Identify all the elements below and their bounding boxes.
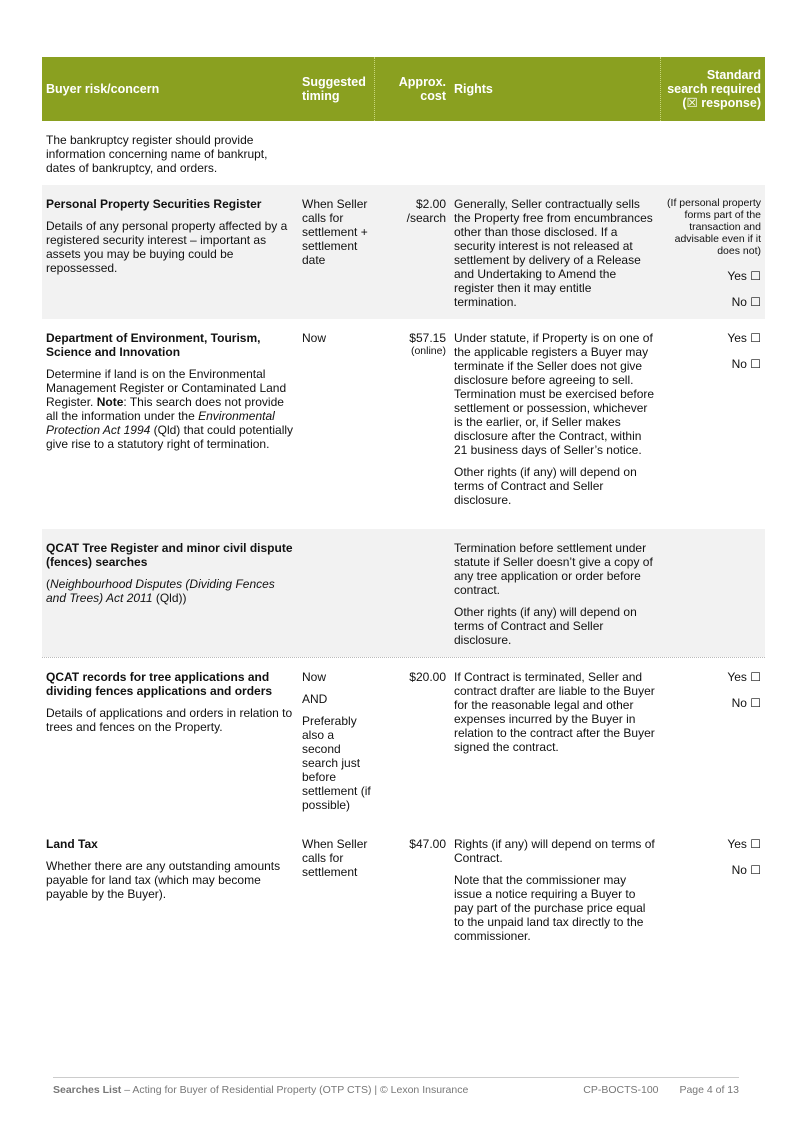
row-cost-note: (online) (410, 345, 446, 357)
row-description: (Neighbourhood Disputes (Dividing Fences and Trees) Act 2011 (Qld)) (46, 577, 275, 605)
table-row (42, 121, 765, 185)
yes-checkbox[interactable]: Yes ☐ (727, 837, 761, 851)
row-cost: $57.15 (409, 331, 446, 345)
row-rights-extra: Note that the commissioner may issue a notice requiring a Buyer to pay part of the purchase price equal to the unpaid land tax directly to the commissioner. (454, 873, 646, 943)
row-rights: Termination before settlement under statute if Seller doesn’t give a copy of any tree application or order before contract. (454, 541, 653, 597)
row-title: Department of Environment, Tourism, Science and Innovation (46, 331, 261, 359)
no-checkbox[interactable]: No ☐ (731, 357, 761, 371)
row-timing-and: AND (302, 692, 328, 706)
no-checkbox[interactable]: No ☐ (731, 295, 761, 309)
header-timing: Suggested timing (298, 57, 375, 121)
intro-text: The bankruptcy register should provide information concerning name of bankrupt, dates of bankruptcy, and orders. (46, 133, 268, 175)
row-timing-extra: Preferably also a second search just before settlement (if possible) (302, 714, 371, 812)
footer-code: CP-BOCTS-100 (583, 1084, 659, 1096)
footer-page-number: Page 4 of 13 (679, 1084, 739, 1096)
header-rights: Rights (454, 82, 493, 96)
row-rights: Rights (if any) will depend on terms of Contract. (454, 837, 655, 865)
table-header (42, 57, 765, 121)
search-note: (If personal property forms part of the transaction and advisable even if it does not) (667, 197, 761, 257)
no-checkbox[interactable]: No ☐ (731, 696, 761, 710)
row-rights-extra: Other rights (if any) will depend on terms of Contract and Seller disclosure. (454, 465, 637, 507)
yes-checkbox[interactable]: Yes ☐ (727, 670, 761, 684)
row-title: QCAT Tree Register and minor civil dispute (fences) searches (46, 541, 293, 569)
row-timing: When Seller calls for settlement + settlement date (302, 197, 368, 267)
row-cost-note: /search (406, 211, 446, 225)
row-rights: If Contract is terminated, Seller and contract drafter are liable to the Buyer for the reasonable legal and other expenses incurred by the Buyer in relation to the contract after the Buyer signed the contract. (454, 670, 655, 754)
yes-checkbox[interactable]: Yes ☐ (727, 269, 761, 283)
table-row (42, 825, 765, 955)
row-timing: When Seller calls for settlement (302, 837, 368, 879)
row-cost: $20.00 (409, 670, 446, 684)
table-row (42, 185, 765, 319)
header-risk: Buyer risk/concern (46, 82, 160, 96)
row-description: Whether there are any outstanding amounts payable for land tax (which may become payable by the Buyer). (46, 859, 281, 901)
row-title: QCAT records for tree applications and dividing fences applications and orders (46, 670, 273, 698)
row-timing: Now (302, 331, 327, 345)
table-row (42, 657, 765, 825)
row-rights: Generally, Seller contractually sells the Property free from encumbrances other than those disclosed. If a security interest is not released at settlement by delivery of a Release and Undertaking to Amend the register then it may entitle termination. (454, 197, 653, 309)
row-description: Details of applications and orders in relation to trees and fences on the Property. (46, 706, 293, 734)
footer-doc-title: Searches List – Acting for Buyer of Residential Property (OTP CTS) | © Lexon Insurance (53, 1084, 469, 1096)
table-row (42, 319, 765, 529)
table-row (42, 529, 765, 657)
header-search-required: Standard search required (☒ response) (660, 57, 765, 121)
row-description: Details of any personal property affected by a registered security interest – important as assets you may be buying could be repossessed. (46, 219, 288, 275)
row-rights-extra: Other rights (if any) will depend on terms of Contract and Seller disclosure. (454, 605, 637, 647)
row-description: Determine if land is on the Environmental Management Register or Contaminated Land Register. Note: This search does not provide all the information under the Environmental Protection Act 1994 (Qld) that could potentially give rise to a statutory right of termination. (46, 367, 294, 451)
row-rights: Under statute, if Property is on one of the applicable registers a Buyer may terminate if the Seller does not give disclosure before agreeing to sell. Termination must be exercised before settlement or possession, whichever is the earlier, or, if Seller makes disclosure after the Contract, within 21 business days of Seller’s notice. (454, 331, 655, 457)
yes-checkbox[interactable]: Yes ☐ (727, 331, 761, 345)
page-footer (53, 1077, 739, 1096)
searches-table (42, 57, 765, 955)
row-title: Personal Property Securities Register (46, 197, 262, 211)
row-cost: $47.00 (409, 837, 446, 851)
header-cost: Approx. cost (398, 75, 446, 103)
row-timing: Now (302, 670, 327, 684)
row-title: Land Tax (46, 837, 98, 851)
no-checkbox[interactable]: No ☐ (731, 863, 761, 877)
row-cost: $2.00 (415, 197, 446, 211)
